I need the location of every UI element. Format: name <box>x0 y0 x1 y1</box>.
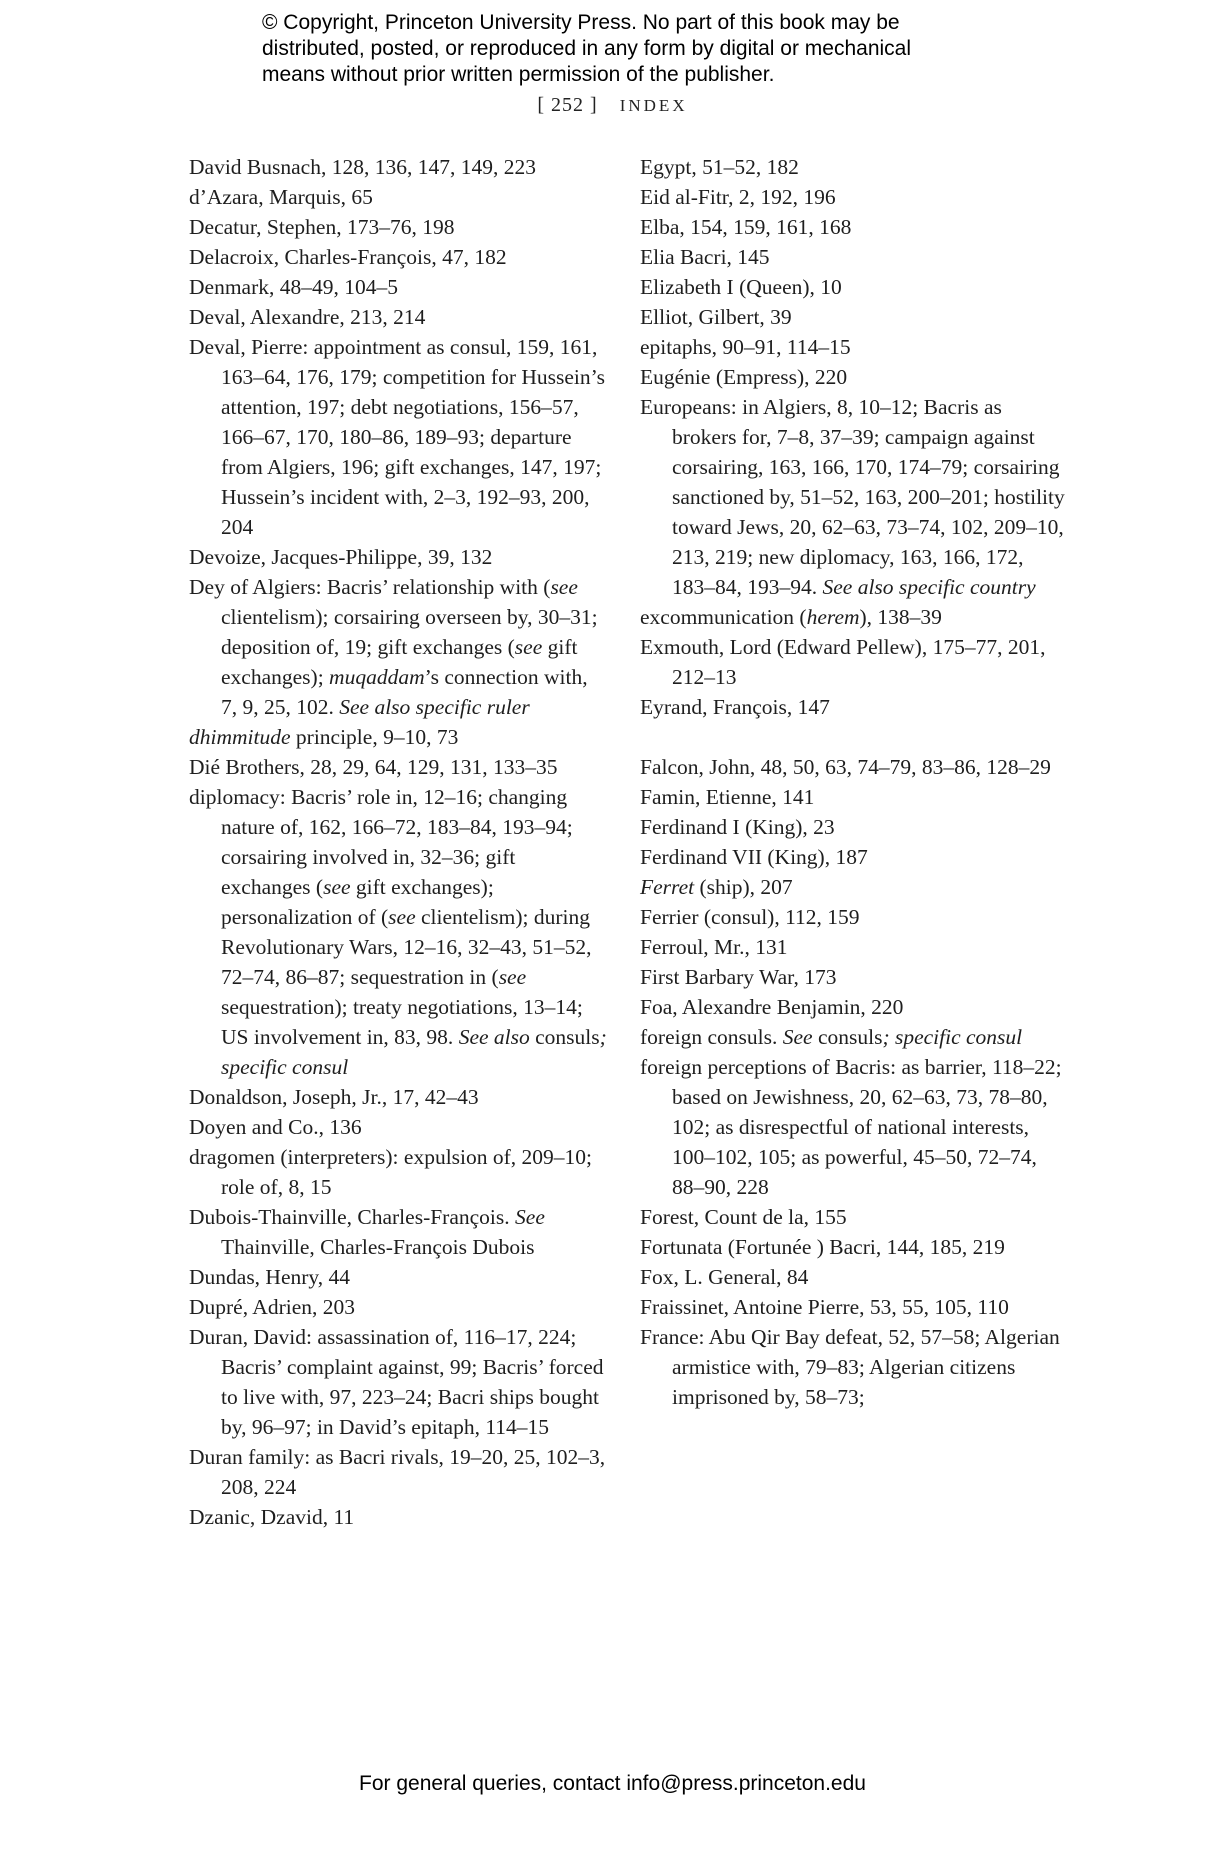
index-entry: Fortunata (Fortunée ) Bacri, 144, 185, 219 <box>640 1235 1005 1259</box>
index-entry: First Barbary War, 173 <box>640 965 837 989</box>
index-entry: Duran family: as Bacri rivals, 19–20, 25, 102–3, 208, 224 <box>189 1445 606 1499</box>
index-entry: Fraissinet, Antoine Pierre, 53, 55, 105, 110 <box>640 1295 1009 1319</box>
index-entry: Delacroix, Charles-François, 47, 182 <box>189 245 507 269</box>
index-entry: Egypt, 51–52, 182 <box>640 155 799 179</box>
index-entry: Decatur, Stephen, 173–76, 198 <box>189 215 455 239</box>
index-entry: diplomacy: Bacris’ role in, 12–16; changing nature of, 162, 166–72, 183–84, 193–94; corsairing involved in, 32–36; gift exchanges (see gift exchanges); personalization of (see clientelism); during Revolutionary Wars, 12–16, 32–43, 51–52, 72–74, 86–87; sequestration in (see sequestration); treaty negotiations, 13–14; US involvement in, 83, 98. See also consuls; specific consul <box>189 785 607 1079</box>
copyright-line: © Copyright, Princeton University Press. No part of this book may be <box>262 11 900 34</box>
index-entry: Fox, L. General, 84 <box>640 1265 809 1289</box>
index-entry: dhimmitude principle, 9–10, 73 <box>189 725 459 749</box>
index-entry: foreign perceptions of Bacris: as barrier, 118–22; based on Jewishness, 20, 62–63, 73, 78–80, 102; as disrespectful of national interests, 100–102, 105; as powerful, 45–50, 72–74, 88–90, 228 <box>640 1055 1062 1199</box>
index-entry: Duran, David: assassination of, 116–17, 224; Bacris’ complaint against, 99; Bacris’ forced to live with, 97, 223–24; Bacri ships bought by, 96–97; in David’s epitaph, 114–15 <box>189 1325 604 1439</box>
index-entry: Ferret (ship), 207 <box>640 875 793 899</box>
index-entry: Foa, Alexandre Benjamin, 220 <box>640 995 904 1019</box>
index-entry: Donaldson, Joseph, Jr., 17, 42–43 <box>189 1085 479 1109</box>
index-entry: epitaphs, 90–91, 114–15 <box>640 335 851 359</box>
index-entry: Dupré, Adrien, 203 <box>189 1295 355 1319</box>
index-entry: dragomen (interpreters): expulsion of, 209–10; role of, 8, 15 <box>189 1145 593 1199</box>
index-entry: Elliot, Gilbert, 39 <box>640 305 792 329</box>
index-entry: Dey of Algiers: Bacris’ relationship with (see clientelism); corsairing overseen by, 30–31; deposition of, 19; gift exchanges (see gift exchanges); muqaddam’s connection with, 7, 9, 25, 102. See also specific ruler <box>189 575 598 719</box>
index-entry: Elba, 154, 159, 161, 168 <box>640 215 852 239</box>
index-column-right <box>640 152 1065 1412</box>
index-entry: Dundas, Henry, 44 <box>189 1265 351 1289</box>
index-entry: Denmark, 48–49, 104–5 <box>189 275 398 299</box>
index-entry: Exmouth, Lord (Edward Pellew), 175–77, 201, 212–13 <box>640 635 1046 689</box>
index-entry: Dubois-Thainville, Charles-François. See Thainville, Charles-François Dubois <box>189 1205 545 1259</box>
index-entry: Dzanic, Dzavid, 11 <box>189 1505 355 1529</box>
footer-contact: For general queries, contact info@press.princeton.edu <box>359 1772 866 1795</box>
copyright-line: distributed, posted, or reproduced in any form by digital or mechanical <box>262 37 912 60</box>
index-entry: Forest, Count de la, 155 <box>640 1205 847 1229</box>
index-entry: Ferroul, Mr., 131 <box>640 935 788 959</box>
index-entry: Devoize, Jacques-Philippe, 39, 132 <box>189 545 493 569</box>
index-entry: Ferrier (consul), 112, 159 <box>640 905 860 929</box>
index-entry: David Busnach, 128, 136, 147, 149, 223 <box>189 155 536 179</box>
index-entry: Deval, Alexandre, 213, 214 <box>189 305 426 329</box>
copyright-line: means without prior written permission of the publisher. <box>262 63 775 86</box>
index-entry: foreign consuls. See consuls; specific consul <box>640 1025 1023 1049</box>
index-entry: Falcon, John, 48, 50, 63, 74–79, 83–86, 128–29 <box>640 755 1051 779</box>
index-entry: Famin, Etienne, 141 <box>640 785 815 809</box>
index-entry: Eid al-Fitr, 2, 192, 196 <box>640 185 836 209</box>
index-entry: d’Azara, Marquis, 65 <box>189 185 373 209</box>
index-entry: Elizabeth I (Queen), 10 <box>640 275 842 299</box>
index-entry: Eugénie (Empress), 220 <box>640 365 848 389</box>
section-title: INDEX <box>619 96 688 115</box>
index-entry: Eyrand, François, 147 <box>640 695 830 719</box>
copyright-notice <box>262 10 1022 88</box>
index-entry: Dié Brothers, 28, 29, 64, 129, 131, 133–35 <box>189 755 558 779</box>
index-column-left <box>189 152 609 1532</box>
index-entry: Europeans: in Algiers, 8, 10–12; Bacris as brokers for, 7–8, 37–39; campaign against corsairing, 163, 166, 170, 174–79; corsairing sanctioned by, 51–52, 163, 200–201; hostility toward Jews, 20, 62–63, 73–74, 102, 209–10, 213, 219; new diplomacy, 163, 166, 172, 183–84, 193–94. See also specific country <box>640 395 1065 599</box>
index-entry: Ferdinand VII (King), 187 <box>640 845 868 869</box>
page-number: [ 252 ] <box>537 94 598 116</box>
index-entry: France: Abu Qir Bay defeat, 52, 57–58; Algerian armistice with, 79–83; Algerian citizens imprisoned by, 58–73; <box>640 1325 1060 1409</box>
index-entry: excommunication (herem), 138–39 <box>640 605 942 629</box>
index-entry: Ferdinand I (King), 23 <box>640 815 835 839</box>
index-entry: Deval, Pierre: appointment as consul, 159, 161, 163–64, 176, 179; competition for Hussein’s attention, 197; debt negotiations, 156–57, 166–67, 170, 180–86, 189–93; departure from Algiers, 196; gift exchanges, 147, 197; Hussein’s incident with, 2–3, 192–93, 200, 204 <box>189 335 605 539</box>
index-entry: Elia Bacri, 145 <box>640 245 770 269</box>
index-entry: Doyen and Co., 136 <box>189 1115 362 1139</box>
running-head <box>0 94 1225 117</box>
